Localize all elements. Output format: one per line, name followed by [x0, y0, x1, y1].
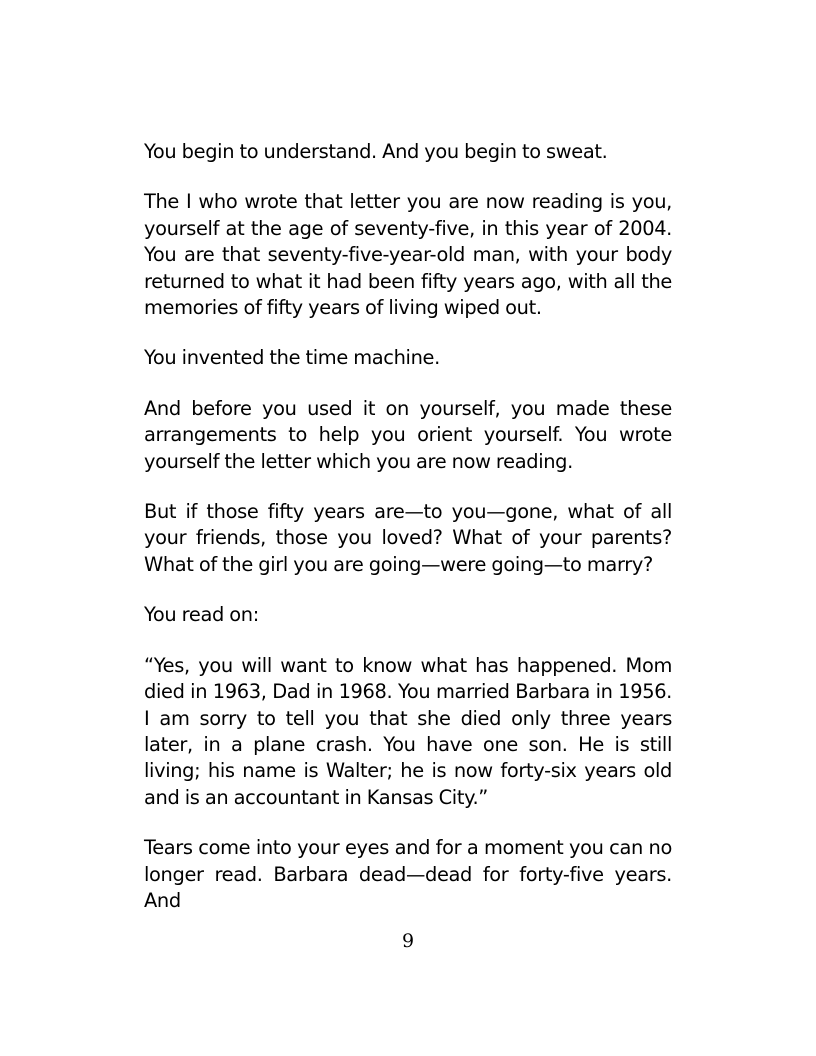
paragraph-understand: You begin to understand. And you begin to sweat.	[144, 140, 608, 163]
paragraph-tears: Tears come into your eyes and for a moment you can no longer read. Barbara dead—dead for forty-five years. And	[144, 836, 672, 912]
paragraph-letter-quote: “Yes, you will want to know what has happened. Mom died in 1963, Dad in 1968. You married Barbara in 1956. I am sorry to tell you that she died only three years later, in a plane crash. You have one son. He is still living; his name is Walter; he is now forty-six years old and is an accountant in Kansas City.”	[144, 653, 672, 809]
page-number: 9	[401, 930, 415, 952]
paragraph-arrangements: And before you used it on yourself, you made these arrangements to help you orient yourself. You wrote yourself the letter which you are now reading.	[144, 396, 672, 473]
paragraph-letter-writer: The I who wrote that letter you are now reading is you, yourself at the age of seventy-five, in this year of 2004. You are that seventy-five-year-old man, with your body returned to what it had been fifty years ago, with all the memories of fifty years of living wiped out.	[144, 190, 672, 320]
paragraph-read-on: You read on:	[144, 603, 259, 627]
body-text	[144, 139, 672, 938]
paragraph-time-machine: You invented the time machine.	[144, 346, 440, 370]
paragraph-fifty-years: But if those fifty years are—to you—gone, what of all your friends, those you loved? What of your parents? What of the girl you are going—were going—to marry?	[144, 500, 672, 576]
